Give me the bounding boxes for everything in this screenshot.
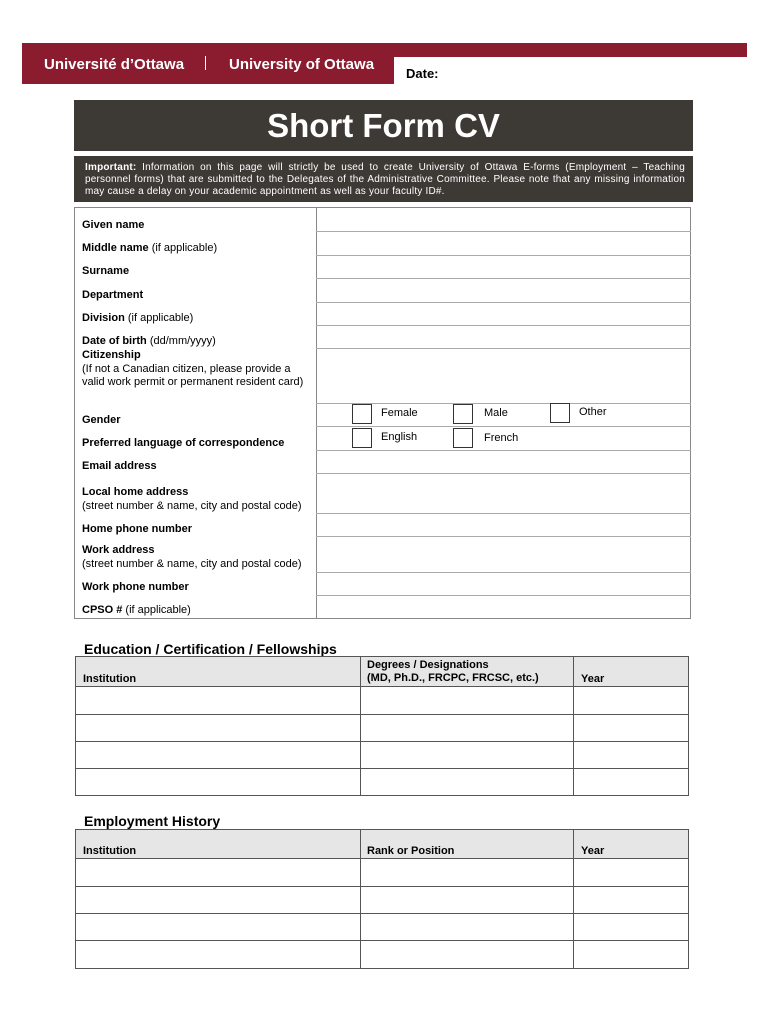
label-date-of-birth [82,335,216,349]
row-line [316,255,691,256]
education-table [75,656,689,796]
label-work-address [82,544,302,571]
row-line [316,513,691,514]
column-divider [360,830,361,968]
label-citizenship-text: Citizenship [82,349,141,361]
checkbox-english[interactable] [352,428,372,448]
education-col-degrees [367,659,539,685]
middle-name-input[interactable] [318,233,690,254]
label-middle-name-note: (if applicable) [151,242,218,254]
row-line [76,858,688,859]
page-title: Short Form CV [74,100,693,151]
employment-section-title: Employment History [84,813,221,829]
label-department-text: Department [82,289,144,301]
label-home-phone-text: Home phone number [82,523,193,535]
label-language [82,437,284,451]
option-french-label: French [484,432,519,444]
work-address-input[interactable] [318,538,690,571]
employment-table [75,829,689,969]
employment-row-4-institution[interactable] [77,941,359,966]
education-row-2-institution[interactable] [77,715,359,740]
department-input[interactable] [318,280,690,301]
checkbox-male[interactable] [453,404,473,424]
education-col-institution: Institution [83,673,137,685]
work-phone-input[interactable] [318,574,690,594]
label-cpso-text: CPSO # [82,604,123,616]
row-line [316,325,691,326]
personal-info-divider [316,207,317,619]
checkbox-other[interactable] [550,403,570,423]
option-female-label: Female [381,407,418,419]
column-divider [360,657,361,795]
row-line [316,595,691,596]
row-line [316,426,691,427]
local-address-input[interactable] [318,475,690,512]
option-male-label: Male [484,407,508,419]
row-line [76,686,688,687]
label-given-name-text: Given name [82,219,145,231]
notice-text: Information on this page will strictly be used to create University of Ottawa E-forms (Employment – Teaching personnel forms) that are submitted to the Delegates of the Administrative Committee. Please note that any missing information may cause a delay on your academic appointment as well as your faculty ID#. [85,162,685,197]
option-english-label: English [381,431,418,443]
label-middle-name-text: Middle name [82,242,149,254]
employment-col-institution: Institution [83,845,137,857]
row-line [316,403,691,404]
surname-input[interactable] [318,257,690,277]
education-section-title: Education / Certification / Fellowships [84,641,337,657]
employment-row-1-institution[interactable] [77,860,359,885]
label-department [82,289,143,303]
logo-text-french: Université d’Ottawa [44,56,185,73]
logo-text-english: University of Ottawa [229,56,375,73]
education-col-degrees-line2: (MD, Ph.D., FRCPC, FRCSC, etc.) [367,672,539,684]
education-row-1-institution[interactable] [77,688,359,713]
row-line [316,278,691,279]
email-input[interactable] [318,452,690,472]
label-gender [82,414,121,428]
label-cpso [82,604,191,618]
label-cpso-note: (if applicable) [125,604,191,616]
employment-row-2-institution[interactable] [77,887,359,912]
employment-row-3-institution[interactable] [77,914,359,939]
citizenship-input[interactable] [318,350,690,402]
employment-col-year: Year [581,845,605,857]
label-email-text: Email address [82,460,157,472]
home-phone-input[interactable] [318,515,690,535]
label-gender-text: Gender [82,414,121,426]
label-work-address-text: Work address [82,544,155,556]
label-local-address-note: (street number & name, city and postal code) [82,499,302,512]
division-input[interactable] [318,304,690,324]
label-given-name [82,219,144,233]
logo-divider [205,56,206,70]
label-surname [82,265,129,279]
label-work-phone-text: Work phone number [82,581,189,593]
education-row-4-institution[interactable] [77,769,359,794]
column-divider [573,657,574,795]
label-language-text: Preferred language of correspondence [82,437,285,449]
label-work-address-note: (street number & name, city and postal code) [82,557,302,570]
row-line [316,473,691,474]
row-line [316,302,691,303]
row-line [316,572,691,573]
label-email [82,460,157,474]
education-row-3-institution[interactable] [77,742,359,767]
label-local-address-text: Local home address [82,486,189,498]
employment-col-rank: Rank or Position [367,845,455,857]
row-line [316,348,691,349]
checkbox-french[interactable] [453,428,473,448]
row-line [316,450,691,451]
checkbox-female[interactable] [352,404,372,424]
label-dob-text: Date of birth [82,335,147,347]
label-home-phone [82,523,192,537]
label-division [82,312,193,326]
label-work-phone [82,581,189,595]
label-local-address [82,486,302,513]
notice-lead: Important: [85,162,137,173]
date-label: Date: [406,66,439,81]
label-middle-name [82,242,217,256]
label-surname-text: Surname [82,265,130,277]
label-division-note: (if applicable) [127,312,194,324]
date-of-birth-input[interactable] [318,327,690,347]
cpso-input[interactable] [318,597,690,618]
education-col-degrees-line1: Degrees / Designations [367,659,489,671]
education-col-year: Year [581,673,605,685]
label-dob-note: (dd/mm/yyyy) [149,335,216,347]
option-other-label: Other [579,406,607,418]
label-citizenship [82,349,307,390]
given-name-input[interactable] [318,209,690,230]
label-division-text: Division [82,312,125,324]
row-line [316,536,691,537]
notice-box [74,156,693,202]
column-divider [573,830,574,968]
label-citizenship-note: (If not a Canadian citizen, please provide a valid work permit or permanent resident card) [82,362,304,388]
row-line [316,231,691,232]
